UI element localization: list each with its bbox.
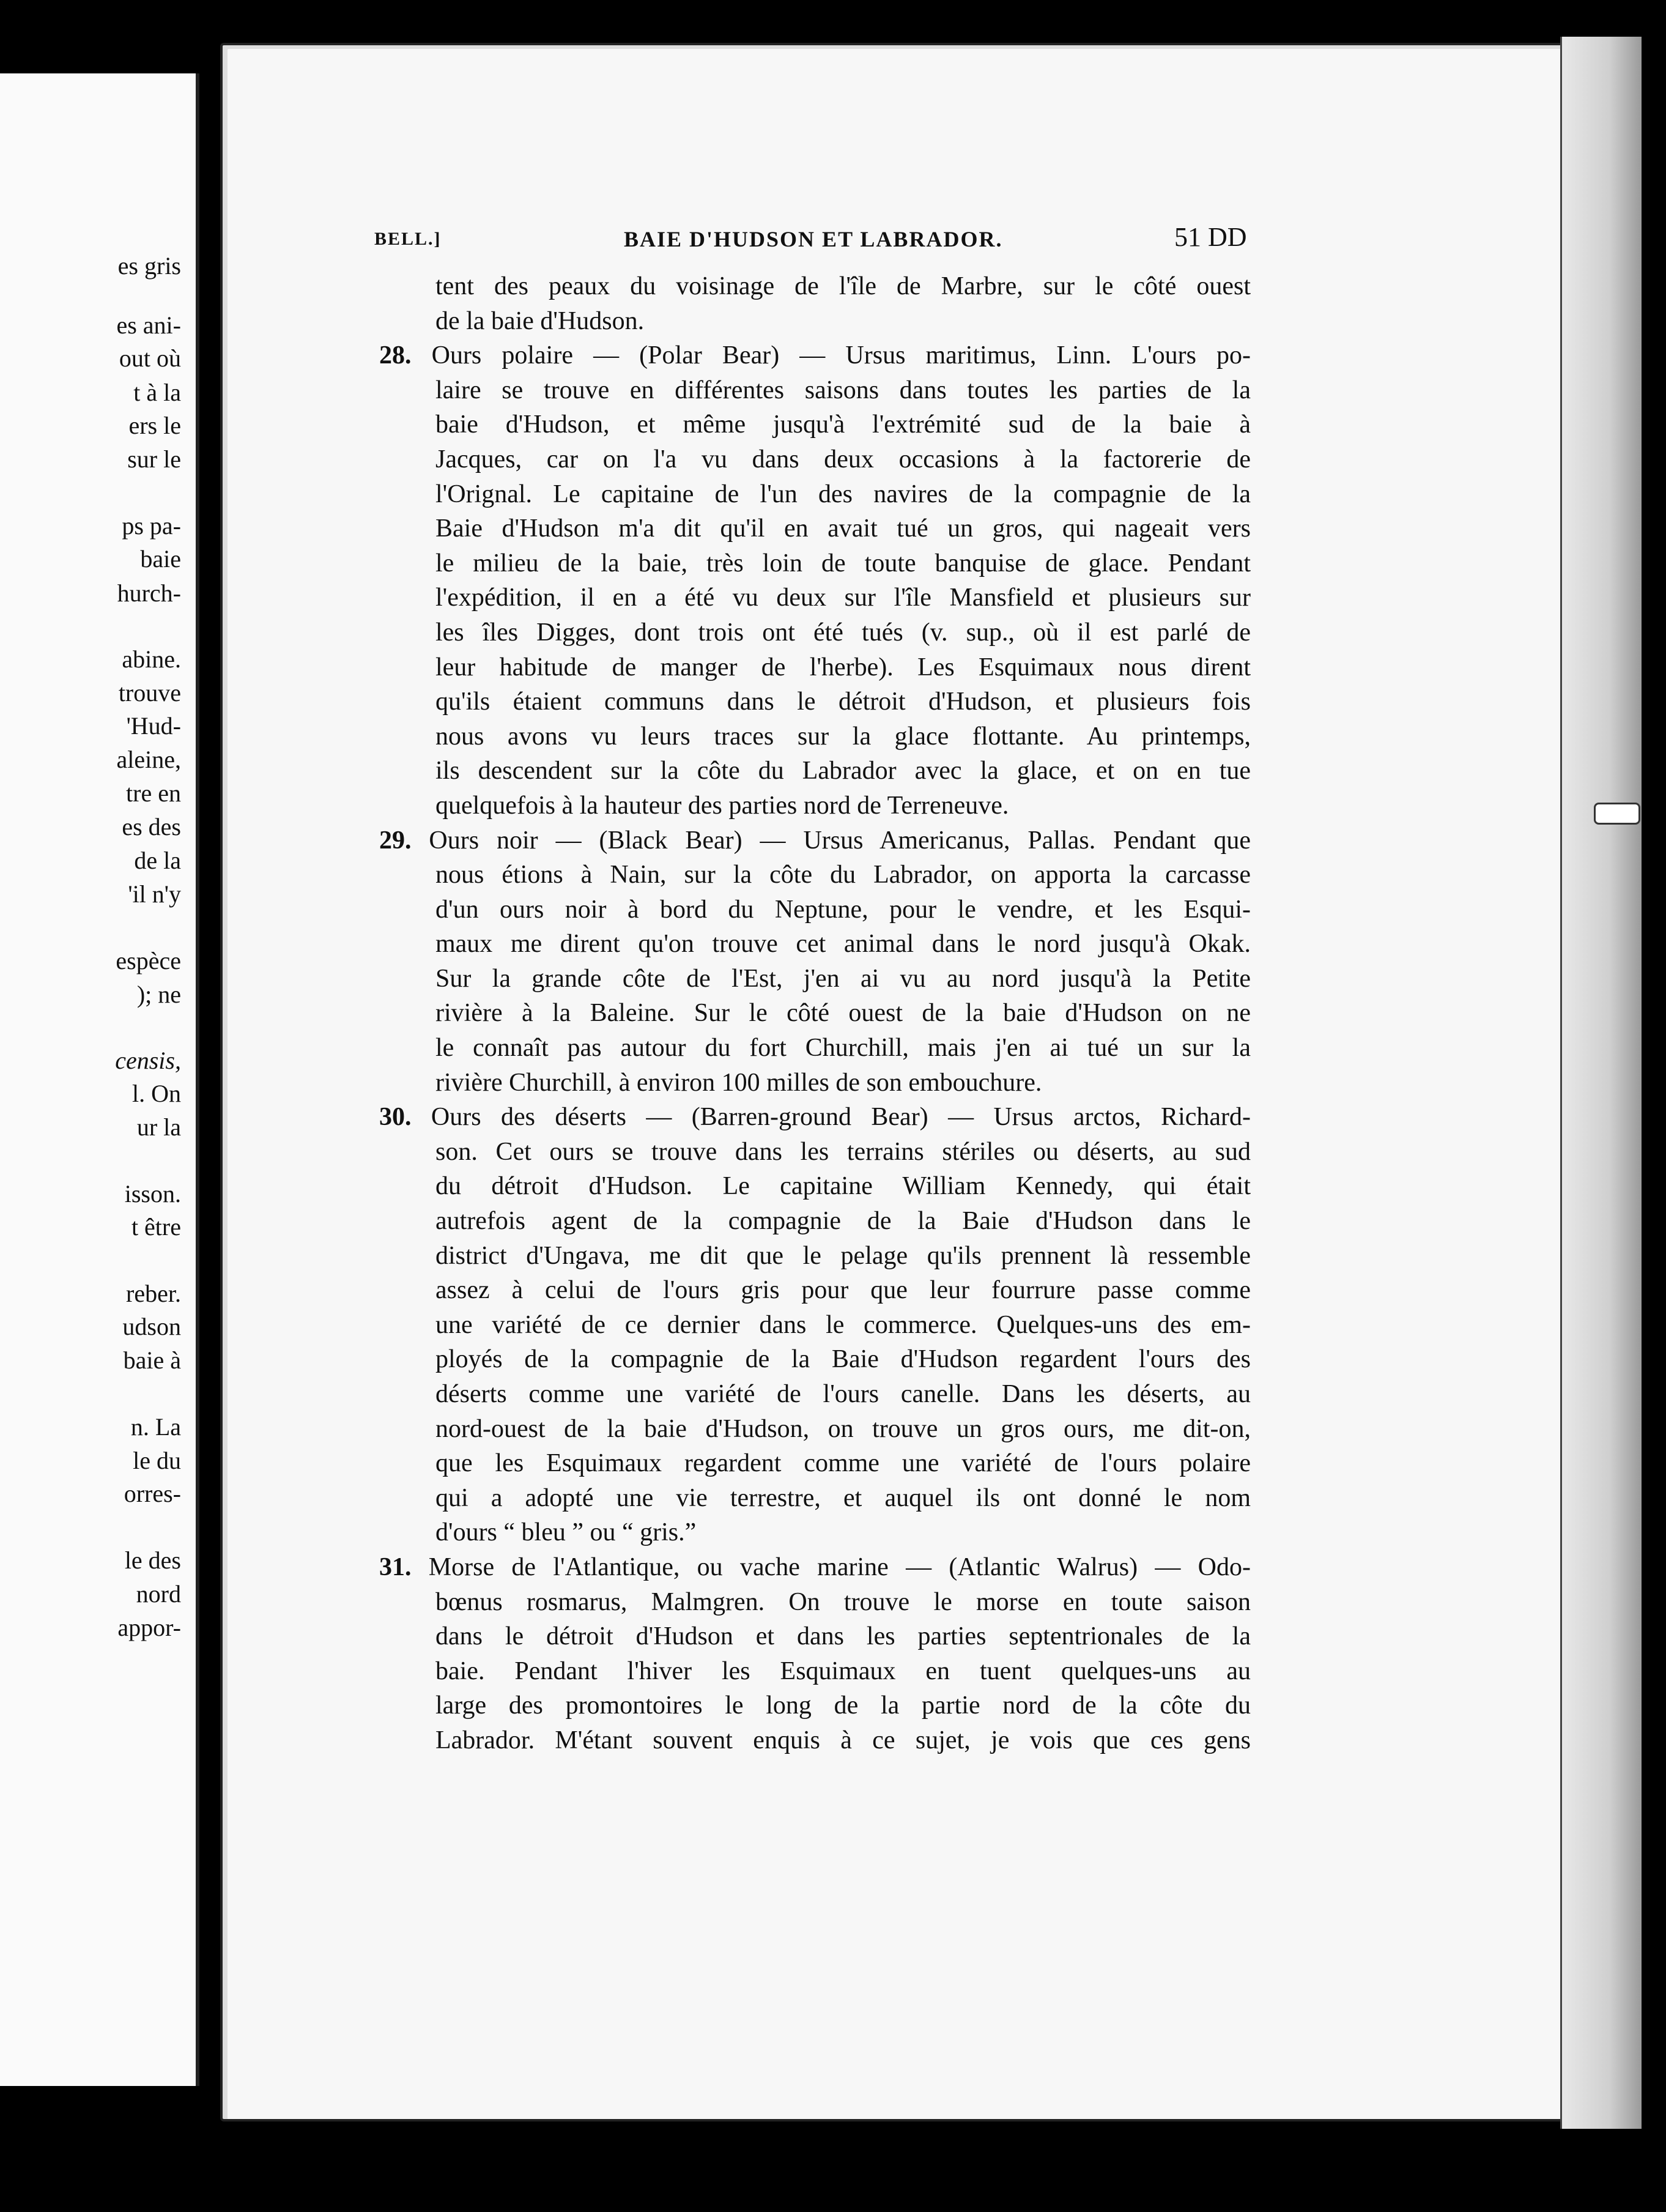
- text-line: [379, 1239, 1251, 1274]
- entry-number: 28.: [379, 341, 412, 370]
- left-page-fragment: tre en: [126, 779, 181, 807]
- text-line: [379, 1481, 1251, 1516]
- text-line: [379, 1654, 1251, 1689]
- text-line: [379, 1446, 1251, 1481]
- left-page-fragment: baie: [140, 545, 181, 573]
- line-text: assez à celui de l'ours gris pour que leur fourrure passe comme: [435, 1276, 1251, 1305]
- body-text: [379, 269, 1251, 1758]
- line-text: le connaît pas autour du fort Churchill, mais j'en ai tué un sur la: [435, 1034, 1251, 1063]
- line-text: rivière Churchill, à environ 100 milles de son embouchure.: [435, 1068, 1042, 1097]
- left-page-fragment: baie à: [123, 1346, 181, 1374]
- line-text: Sur la grande côte de l'Est, j'en ai vu au nord jusqu'à la Petite: [435, 964, 1251, 993]
- left-page-fragment: ur la: [136, 1113, 181, 1141]
- text-line: [379, 927, 1251, 962]
- entry-first-line: [379, 1100, 1251, 1135]
- line-text: baie. Pendant l'hiver les Esquimaux en tuent quelques-uns au: [435, 1657, 1251, 1685]
- text-line: [379, 1619, 1251, 1654]
- line-text: d'ours “ bleu ” ou “ gris.”: [435, 1518, 697, 1547]
- text-line: [379, 304, 1251, 339]
- text-line: [379, 373, 1251, 408]
- text-line: [379, 1169, 1251, 1204]
- entry-first-line: [379, 338, 1251, 373]
- line-text: le milieu de la baie, très loin de toute banquise de glace. Pendant: [435, 549, 1251, 577]
- left-page-fragment: espèce: [116, 947, 181, 974]
- line-text: une variété de ce dernier dans le commerce. Quelques-uns des em-: [435, 1310, 1251, 1339]
- left-page-fragment: 'il n'y: [128, 880, 181, 908]
- left-page-fragment: udson: [122, 1313, 181, 1340]
- line-text: dans le détroit d'Hudson et dans les parties septentrionales de la: [435, 1622, 1251, 1651]
- text-line: [379, 1273, 1251, 1308]
- left-page-fragment: appor-: [117, 1614, 181, 1641]
- line-text: bœnus rosmarus, Malmgren. On trouve le morse en toute saison: [435, 1587, 1251, 1616]
- line-text: Baie d'Hudson m'a dit qu'il en avait tué un gros, qui nageait vers: [435, 514, 1251, 543]
- left-page-fragment: le du: [133, 1447, 181, 1474]
- text-line: [379, 477, 1251, 512]
- text-line: [379, 1308, 1251, 1343]
- text-line: [379, 719, 1251, 754]
- left-page-fragment: nord: [136, 1580, 181, 1608]
- left-page-fragment: de la: [134, 847, 181, 874]
- line-text: ployés de la compagnie de la Baie d'Hudson regardent l'ours des: [435, 1345, 1251, 1374]
- line-text: l'Orignal. Le capitaine de l'un des navires de la compagnie de la: [435, 480, 1251, 508]
- left-page-fragment: es ani-: [116, 311, 181, 339]
- text-line: [379, 1515, 1251, 1550]
- left-page-fragment: es des: [122, 813, 181, 841]
- entry-first-line: [379, 1550, 1251, 1585]
- left-page-fragment: orres-: [124, 1480, 181, 1507]
- line-text: son. Cet ours se trouve dans les terrains stériles ou déserts, au sud: [435, 1137, 1251, 1166]
- previous-page-fragment: [0, 73, 199, 2086]
- left-page-fragment: ); ne: [136, 981, 181, 1008]
- left-page-fragment: hurch-: [117, 579, 181, 607]
- line-text: Morse de l'Atlantique, ou vache marine — (Atlantic Walrus) — Odo-: [428, 1553, 1251, 1581]
- left-page-fragment: ers le: [128, 412, 181, 439]
- entry-number: 31.: [379, 1553, 412, 1581]
- line-text: Ours noir — (Black Bear) — Ursus Americanus, Pallas. Pendant que: [429, 826, 1251, 855]
- left-page-fragment: reber.: [126, 1280, 181, 1307]
- running-head-title: BAIE D'HUDSON ET LABRADOR.: [624, 227, 1003, 251]
- line-text: nous avons vu leurs traces sur la glace flottante. Au printemps,: [435, 722, 1251, 751]
- line-text: Ours des déserts — (Barren-ground Bear) — Ursus arctos, Richard-: [431, 1103, 1251, 1132]
- text-line: [379, 996, 1251, 1031]
- line-text: Labrador. M'étant souvent enquis à ce sujet, je vois que ces gens: [435, 1726, 1251, 1754]
- left-page-fragment: sur le: [127, 445, 181, 473]
- line-text: rivière à la Baleine. Sur le côté ouest de la baie d'Hudson on ne: [435, 999, 1251, 1028]
- line-text: quelquefois à la hauteur des parties nord de Terreneuve.: [435, 791, 1009, 820]
- line-text: laire se trouve en différentes saisons dans toutes les parties de la: [435, 376, 1251, 404]
- text-line: [379, 442, 1251, 477]
- line-text: ils descendent sur la côte du Labrador avec la glace, et on en tue: [435, 757, 1251, 785]
- left-page-fragment: le des: [124, 1546, 181, 1574]
- line-text: qui a adopté une vie terrestre, et auquel ils ont donné le nom: [435, 1483, 1251, 1512]
- left-page-fragment: ps pa-: [122, 512, 181, 540]
- text-line: [379, 615, 1251, 650]
- line-text: large des promontoires le long de la partie nord de la côte du: [435, 1691, 1251, 1720]
- text-line: [379, 754, 1251, 789]
- entry-number: 30.: [379, 1103, 412, 1132]
- line-text: maux me dirent qu'on trouve cet animal dans le nord jusqu'à Okak.: [435, 930, 1251, 959]
- text-line: [379, 581, 1251, 615]
- line-text: qu'ils étaient communs dans le détroit d'Hudson, et plusieurs fois: [435, 688, 1251, 716]
- left-page-fragment: t être: [131, 1213, 181, 1241]
- line-text: Ours polaire — (Polar Bear) — Ursus maritimus, Linn. L'ours po-: [431, 341, 1251, 370]
- running-head-author: BELL.]: [374, 229, 442, 249]
- text-line: [379, 685, 1251, 719]
- line-text: de la baie d'Hudson.: [435, 306, 645, 335]
- left-page-fragment: aleine,: [116, 746, 181, 773]
- page-edge: [1560, 37, 1642, 2129]
- left-page-fragment: 'Hud-: [126, 712, 181, 740]
- text-line: [379, 962, 1251, 997]
- text-line: [379, 893, 1251, 927]
- text-line: [379, 1135, 1251, 1170]
- left-page-fragment: censis,: [115, 1047, 181, 1074]
- line-text: leur habitude de manger de l'herbe). Les Esquimaux nous dirent: [435, 653, 1251, 681]
- left-page-fragment: trouve: [118, 679, 181, 707]
- text-line: [379, 789, 1251, 823]
- left-page-fragment: out où: [119, 344, 181, 372]
- text-line: [379, 269, 1251, 304]
- text-line: [379, 511, 1251, 546]
- left-page-fragment: es gris: [117, 252, 181, 280]
- left-page-fragment: t à la: [133, 379, 181, 406]
- text-line: [379, 1585, 1251, 1620]
- line-text: tent des peaux du voisinage de l'île de Marbre, sur le côté ouest: [435, 272, 1251, 300]
- text-line: [379, 1342, 1251, 1377]
- left-page-fragment: l. On: [132, 1080, 181, 1107]
- text-line: [379, 407, 1251, 442]
- line-text: nous étions à Nain, sur la côte du Labrador, on apporta la carcasse: [435, 861, 1251, 889]
- text-line: [379, 1031, 1251, 1066]
- text-line: [379, 1688, 1251, 1723]
- line-text: les îles Digges, dont trois ont été tués (v. sup., où il est parlé de: [435, 618, 1251, 647]
- text-line: [379, 1066, 1251, 1100]
- line-text: d'un ours noir à bord du Neptune, pour le vendre, et les Esqui-: [435, 895, 1251, 924]
- line-text: district d'Ungava, me dit que le pelage qu'ils prennent là ressemble: [435, 1241, 1251, 1270]
- page-number: 51 DD: [1174, 222, 1247, 252]
- line-text: autrefois agent de la compagnie de la Baie d'Hudson dans le: [435, 1207, 1251, 1236]
- entry-number: 29.: [379, 826, 412, 855]
- left-page-fragment: isson.: [124, 1180, 181, 1208]
- text-line: [379, 546, 1251, 581]
- line-text: déserts comme une variété de l'ours canelle. Dans les déserts, au: [435, 1380, 1251, 1408]
- left-page-fragment: abine.: [122, 645, 181, 673]
- text-line: [379, 858, 1251, 893]
- line-text: que les Esquimaux regardent comme une variété de l'ours polaire: [435, 1449, 1251, 1478]
- line-text: Jacques, car on l'a vu dans deux occasions à la factorerie de: [435, 445, 1251, 473]
- binding-tab: [1594, 803, 1640, 825]
- line-text: du détroit d'Hudson. Le capitaine William Kennedy, qui était: [435, 1172, 1251, 1201]
- text-line: [379, 1377, 1251, 1412]
- left-page-fragment: n. La: [130, 1413, 181, 1441]
- text-line: [379, 1723, 1251, 1758]
- line-text: l'expédition, il en a été vu deux sur l'île Mansfield et plusieurs sur: [435, 584, 1251, 612]
- text-line: [379, 650, 1251, 685]
- line-text: baie d'Hudson, et même jusqu'à l'extrémité sud de la baie à: [435, 410, 1251, 439]
- line-text: nord-ouest de la baie d'Hudson, on trouve un gros ours, me dit-on,: [435, 1414, 1251, 1443]
- text-line: [379, 1412, 1251, 1447]
- text-line: [379, 1204, 1251, 1239]
- entry-first-line: [379, 823, 1251, 858]
